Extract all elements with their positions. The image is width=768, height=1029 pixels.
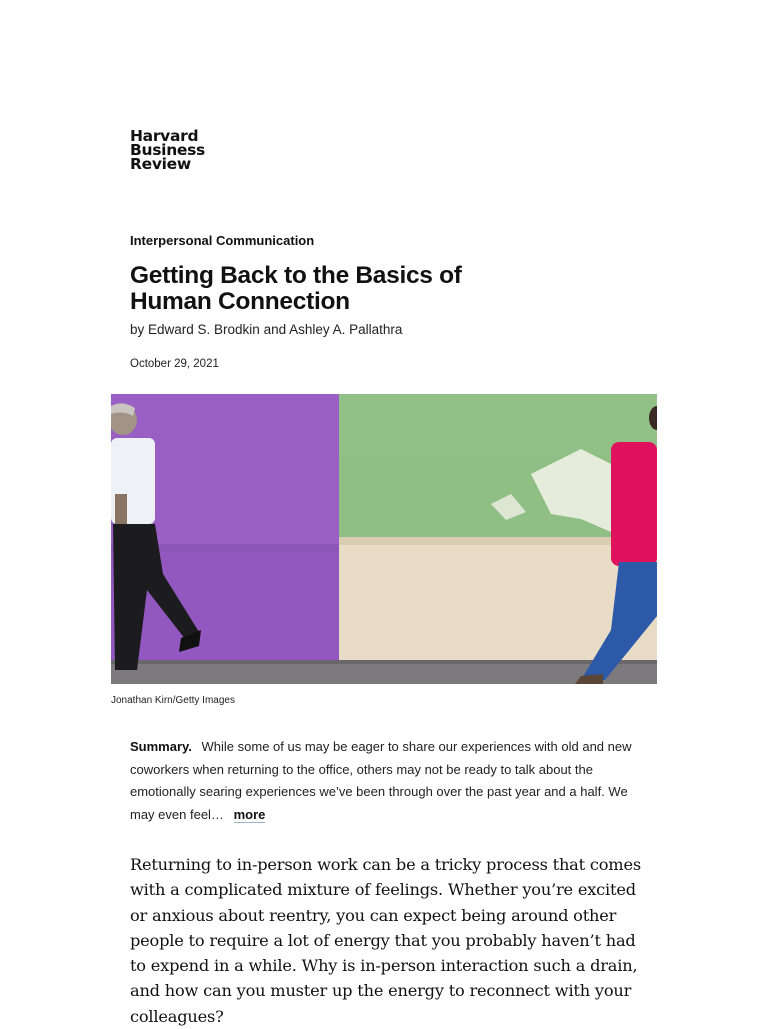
article-summary [130,736,640,826]
summary-label: Summary. [130,739,192,754]
logo-line-harvard: Harvard [130,127,199,145]
logo-line-business: Business [130,141,205,159]
summary-more-link[interactable]: more [233,806,266,822]
hbr-logo[interactable] [130,129,205,171]
article-title [130,263,550,315]
hero-image [111,394,657,684]
article-title-line-2: Human Connection [130,288,350,315]
image-credit: Jonathan Kirn/Getty Images [111,695,235,706]
logo-line-review: Review [130,155,191,173]
article-byline: by Edward S. Brodkin and Ashley A. Pallathra [130,322,403,337]
hero-photo-illustration [111,394,657,684]
publish-date: October 29, 2021 [130,358,219,370]
article-body-paragraph: Returning to in-person work can be a tricky process that comes with a complicated mixture of feelings. Whether you’re excited or anxious about reentry, you can expect being around other people to require a lot of energy that you probably haven’t had to expend in a while. Why is in-person interaction such a drain, and how can you muster up the energy to reconnect with your colleagues? [130,855,641,1026]
summary-text: While some of us may be eager to share our experiences with old and new coworkers when returning to the office, others may not be ready to talk about the emotionally searing experiences we’ve been through over the past year and a half. We may even feel… [130,739,632,822]
article-title-line-1: Getting Back to the Basics of [130,262,462,289]
topic-link[interactable]: Interpersonal Communication [130,233,315,248]
